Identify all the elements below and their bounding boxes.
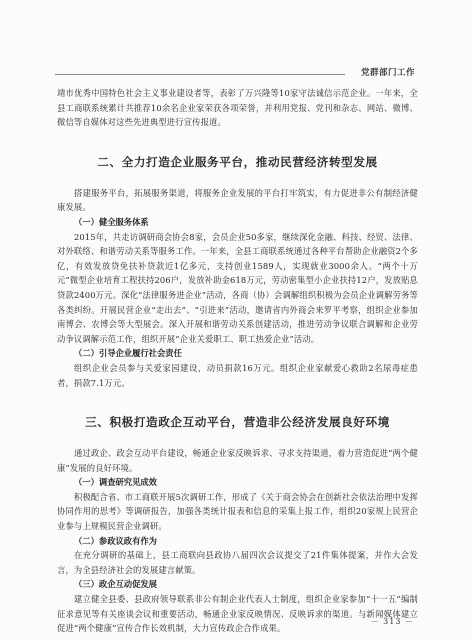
section-2-sub2-heading: （二）引导企业履行社会责任 <box>74 348 182 359</box>
intro-paragraph: 靖市优秀中国特色社会主义事业建设者等，表彰了万兴隆等10家守法诚信示范企业。一年来，全县工商联系统累计共推荐10余名企业家荣获各项荣誉，并利用党报、党刊和杂志、网站、微博、微信等自媒体对这些先进典型进行宣传报道。 <box>57 88 418 128</box>
section-2-heading: 二、全力打造企业服务平台，推动民营经济转型发展 <box>97 154 378 169</box>
section-3-sub3-heading: （三）政企互动促发展 <box>74 579 157 590</box>
page-number: － 313 － <box>370 617 414 626</box>
section-2-sub1-heading: （一）健全服务体系 <box>74 216 149 227</box>
running-header: 党群部门工作 <box>360 68 415 78</box>
section-3-sub2-text: 在充分调研的基础上，县工商联向县政协八届四次会议提交了21件集体提案，并作大会发言，为全县经济社会的发展建言献策。 <box>57 550 418 575</box>
section-3-sub1-heading: （一）调查研究见成效 <box>74 477 157 488</box>
section-3-sub3-text: 建立健全县委、县政府领导联系非公有制企业代表人士制度，组织企业家参加“十一五”编制征求意见等有关座谈会议和重要活动，畅通企业家反映情况、反映诉求的渠道。与新闻媒体建立促进“两个健康”宣传合作长效机制，大力宣传政企合作成果。 <box>57 594 418 634</box>
page-content <box>57 86 418 636</box>
section-3-heading: 三、积极打造政企互动平台，营造非公经济发展良好环境 <box>85 415 390 430</box>
section-2-sub2-text: 组织企业会员参与关爱家园建设，动员捐款16万元。组织企业家献爱心救助2名尿毒症患者，捐款7.1万元。 <box>57 362 418 388</box>
header-rule <box>55 74 345 75</box>
section-3-sub2-heading: （二）参政议政有作为 <box>74 535 157 546</box>
section-3-lead: 通过政企、政会互动平台建设，畅通企业家反映诉求、寻求支持渠道，着力营造促进“两个健康”发展的良好环境。 <box>57 448 418 473</box>
section-2-sub1-text: 2015年，共走访调研商会协会8家，会员企业50多家，继续深化金融、科技、经贸、法律、对外联络、和谐劳动关系等服务工作。一年来，全县工商联系统通过各种平台帮助企业融资2个多亿，有效发放贷免扶补贷款近1亿多元，支持创业1589人，实现就业3000余人。“两个十万元”微型企业培育工程扶持206户，发放补助金618万元，劳动密集型小企业扶持12户，发放贴息贷款2400万元。深化“法律服务进企业”活动，各商（协）会调解组织积极为会员企业调解劳务等各类纠纷。开展民营企业“走出去”、“引进来”活动，邀请省内外商会来罗平考察，组织企业参加南博会、农博会等大型展会。深入开展和谐劳动关系创建活动，推进劳动争议联合调解和企业劳动争议调解示范工作，组织开展“企业关爱职工、职工热爱企业”活动。 <box>57 231 418 344</box>
section-3-sub1-text: 积极配合省、市工商联开展5次调研工作，形成了《关于商会协会在创新社会依法治理中发挥协同作用的思考》等调研报告，加强各类统计报表和信息的采集上报工作，组织20家规上民营企业参与上规模民营企业调研。 <box>57 491 418 532</box>
section-2-lead: 搭建服务平台，拓展服务渠道，将服务企业发展的平台打牢筑实，有力促进非公有制经济健康发展。 <box>57 187 418 213</box>
